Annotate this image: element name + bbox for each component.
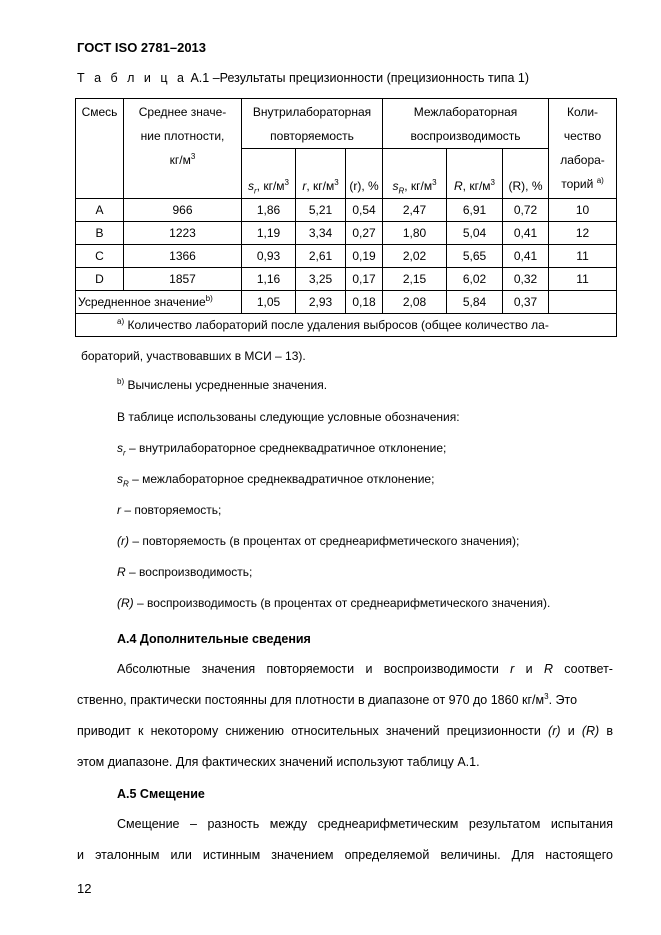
- standard-header: ГОСТ ISO 2781–2013: [77, 40, 207, 55]
- section-a4-line3: приводит к некоторому снижению относительных значений прецизионности (r) и (R) в: [77, 724, 613, 738]
- table-row-average: Усредненное значение$^{b)}$ 1,05 2,93 0,18 2,08 5,84 0,37: [76, 291, 617, 314]
- note-r-pct: (r) – повторяемость (в процентах от среднеарифметического значения);: [117, 534, 520, 548]
- precision-table: [75, 98, 617, 337]
- table-row: B 1223 1,19 3,34 0,27 1,80 5,04 0,41 12: [76, 222, 617, 245]
- table-row: D 1857 1,16 3,25 0,17 2,15 6,02 0,32 11: [76, 268, 617, 291]
- caption-text: А.1 –Результаты прецизионности (прецизионность типа 1): [190, 71, 530, 85]
- header-reproducibility: Межлабораторная воспроизводимость: [383, 99, 549, 149]
- note-R-pct: (R) – воспроизводимость (в процентах от среднеарифметического значения).: [117, 596, 551, 610]
- notes-intro: В таблице использованы следующие условные обозначения:: [117, 410, 460, 424]
- header-R: R, $кг/м^3$: [447, 149, 503, 199]
- header-density: Среднее значе- ние плотности, $кг/м^3$: [124, 99, 242, 199]
- section-a4-line1: Абсолютные значения повторяемости и воспроизводимости r и R соответ-: [117, 662, 613, 676]
- note-b: $^{b)}$ Вычислены усредненные значения.: [117, 377, 328, 392]
- note-a-cont: бораторий, участвовавших в МСИ – 13).: [81, 349, 306, 363]
- section-a5-title: А.5 Смещение: [117, 787, 205, 801]
- table-row: C 1366 0,93 2,61 0,19 2,02 5,65 0,41 11: [76, 245, 617, 268]
- header-sr: $s_r$, $кг/м^3$: [242, 149, 296, 199]
- header-sR: $s_R$, $кг/м^3$: [383, 149, 447, 199]
- page-number: 12: [77, 881, 92, 896]
- header-r-pct: (r), %: [346, 149, 383, 199]
- table-caption: [77, 71, 529, 85]
- header-labs: Коли- чество лабора- торий $^{а)}$: [549, 99, 617, 199]
- note-sR: $s_R$ – межлабораторное среднеквадратичное отклонение;: [117, 472, 435, 489]
- note-r: r – повторяемость;: [117, 503, 222, 517]
- header-mix: Смесь: [76, 99, 124, 199]
- header-r: r, $кг/м^3$: [296, 149, 346, 199]
- section-a5-line1: Смещение – разность между среднеарифметическим результатом испытания: [117, 817, 613, 831]
- note-a: $^{а)}$ Количество лабораторий после удаления выбросов (общее количество ла-: [117, 317, 549, 332]
- section-a4-line4: этом диапазоне. Для фактических значений используют таблицу А.1.: [77, 755, 480, 769]
- caption-prefix: Т а б л и ц а: [77, 71, 187, 85]
- header-R-pct: (R), %: [503, 149, 549, 199]
- header-repeatability: Внутрилабораторная повторяемость: [242, 99, 383, 149]
- section-a4-line2: ственно, практически постоянны для плотности в диапазоне от 970 до 1860 $кг/м^3$. Это: [77, 691, 578, 707]
- table-row: A 966 1,86 5,21 0,54 2,47 6,91 0,72 10: [76, 199, 617, 222]
- note-R: R – воспроизводимость;: [117, 565, 253, 579]
- note-sr: $s_r$ – внутрилабораторное среднеквадратичное отклонение;: [117, 441, 447, 458]
- section-a4-title: А.4 Дополнительные сведения: [117, 632, 311, 646]
- section-a5-line2: и эталонным или истинным значением определяемой величины. Для настоящего: [77, 848, 613, 862]
